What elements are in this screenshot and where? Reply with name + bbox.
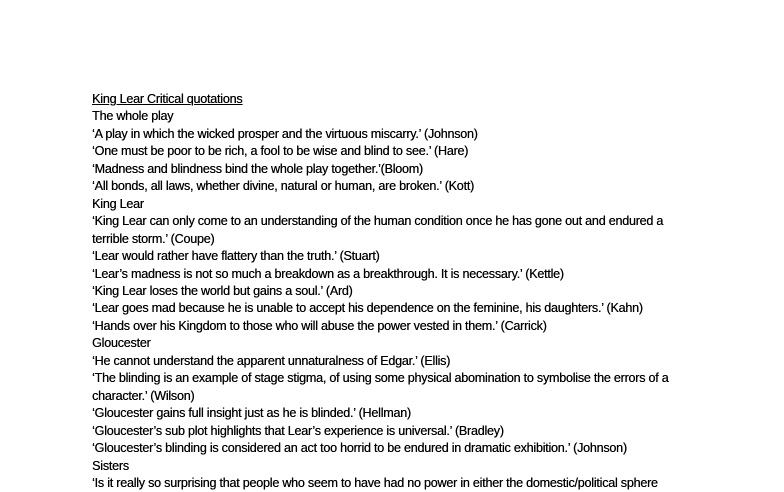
quotation-line: terrible storm.’ (Coupe) [92,231,215,246]
quotation-line: ‘Is it really so surprising that people who seem to have had no power in either the domestic/political sphere [92,475,658,490]
quotation-line: ‘All bonds, all laws, whether divine, natural or human, are broken.’ (Kott) [92,179,474,194]
quotation-line: ‘Lear would rather have flattery than the truth.’ (Stuart) [92,249,380,264]
section-heading: Sisters [92,458,129,473]
document-content [92,108,772,492]
quotation-line: ‘A play in which the wicked prosper and the virtuous miscarry.’ (Johnson) [92,126,478,141]
quotation-line: character.’ (Wilson) [92,388,195,403]
quotation-line: ‘Gloucester gains full insight just as he is blinded.’ (Hellman) [92,406,411,421]
quotation-line: ‘One must be poor to be rich, a fool to be wise and blind to see.’ (Hare) [92,144,469,159]
section-heading: Gloucester [92,336,151,351]
quotation-line: ‘King Lear can only come to an understanding of the human condition once he has gone out and endured a [92,214,664,229]
quotation-line: ‘King Lear loses the world but gains a soul.’ (Ard) [92,283,353,298]
section-heading: King Lear [92,196,144,211]
section-heading: The whole play [92,109,174,124]
quotation-line: ‘Hands over his Kingdom to those who will abuse the power vested in them.’ (Carrick) [92,318,547,333]
quotation-line: ‘Gloucester’s sub plot highlights that Lear’s experience is universal.’ (Bradley) [92,423,504,438]
document-title: King Lear Critical quotations [92,92,243,106]
quotation-line: ‘He cannot understand the apparent unnaturalness of Edgar.’ (Ellis) [92,353,451,368]
quotation-line: ‘Gloucester’s blinding is considered an act too horrid to be endured in dramatic exhibition.’ (Johnson) [92,441,627,456]
quotation-line: ‘The blinding is an example of stage stigma, of using some physical abomination to symbolise the errors of a [92,371,669,386]
quotation-line: ‘Madness and blindness bind the whole play together.’(Bloom) [92,161,423,176]
quotation-line: ‘Lear’s madness is not so much a breakdown as a breakthrough. It is necessary.’ (Kettle) [92,266,564,281]
quotation-line: ‘Lear goes mad because he is unable to accept his dependence on the feminine, his daughters.’ (Kahn) [92,301,643,316]
document-body [92,91,772,492]
